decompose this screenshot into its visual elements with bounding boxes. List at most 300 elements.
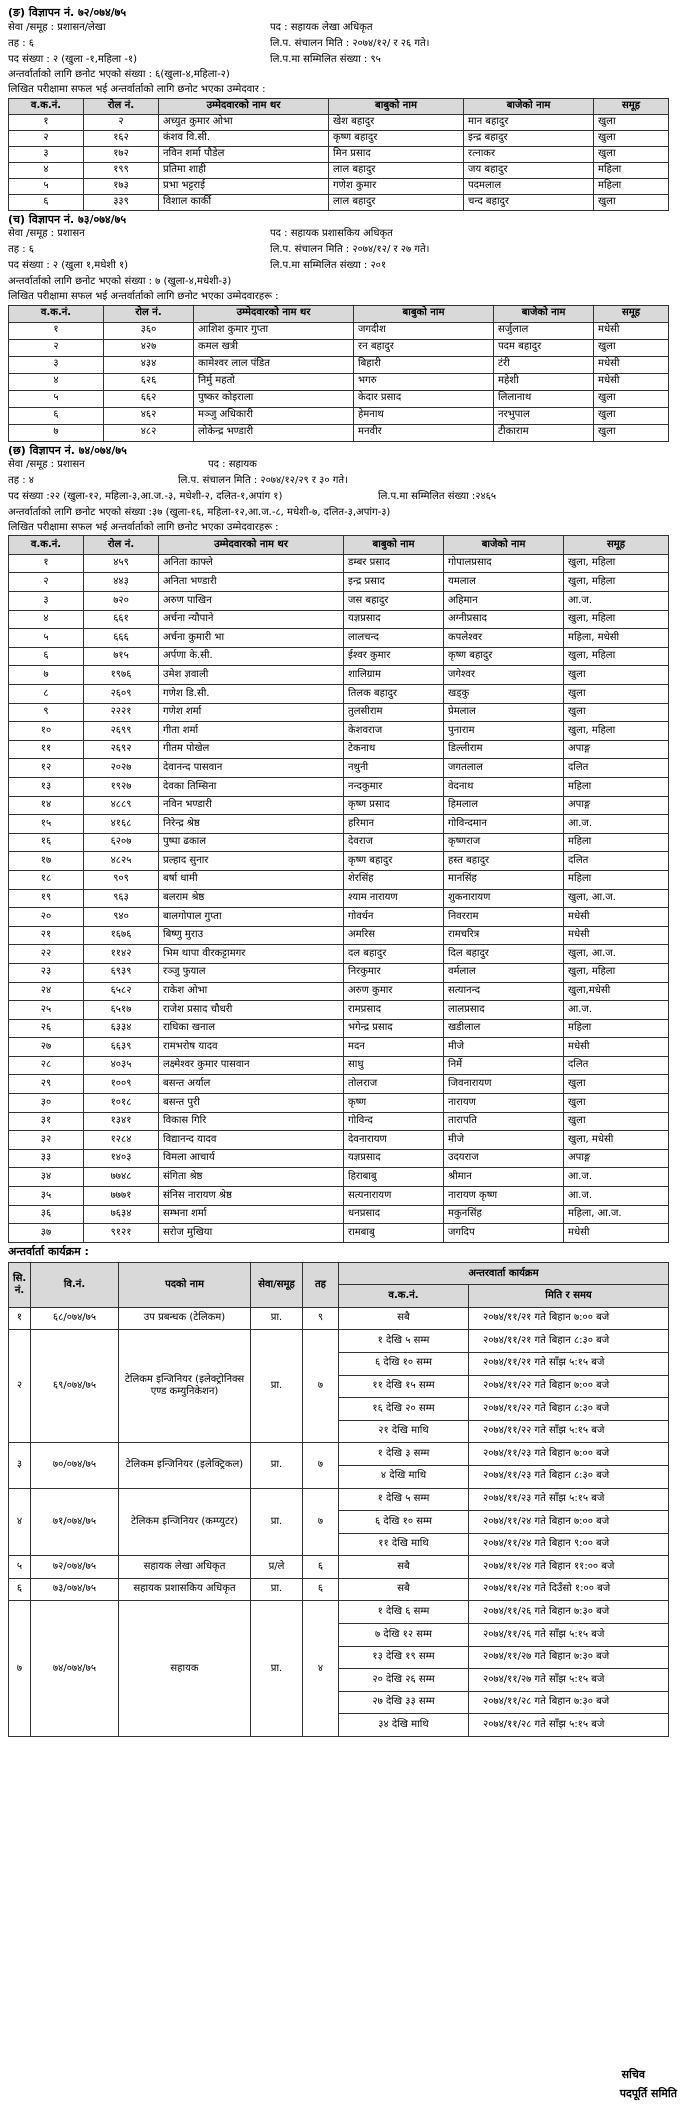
table-row xyxy=(9,1149,669,1168)
ad2-header: (च) विज्ञापन नं. ७३/०७४/७५ xyxy=(8,212,127,226)
schedule-col-roll: व.क.नं. xyxy=(339,1285,469,1308)
schedule-sn: ५ xyxy=(9,1556,31,1579)
ad2-exam-date: लि.प. संचालन मिति : २०७४/१२/ र २७ गते। xyxy=(270,244,430,256)
cell-roll: १९९ xyxy=(84,162,159,178)
cell-group: महिला xyxy=(594,178,669,194)
cell-roll: १०१८ xyxy=(84,1094,159,1113)
cell-father: तोलराज xyxy=(344,1075,444,1094)
cell-serial: ३२ xyxy=(9,1131,84,1150)
cell-group: खुला xyxy=(564,1075,669,1094)
cell-serial: ३३ xyxy=(9,1149,84,1168)
schedule-datetime: २०७४/११/२४ गते बिहान ११:०० बजे xyxy=(469,1556,669,1579)
schedule-datetime: २०७४/११/२२ गते साँझ ५:१५ बजे xyxy=(469,1420,669,1443)
cell-group: महिला xyxy=(594,162,669,178)
schedule-row xyxy=(9,1443,669,1466)
cell-serial: १३ xyxy=(9,777,84,796)
cell-name: अर्पणा के.सी. xyxy=(159,647,344,666)
table-row xyxy=(9,629,669,648)
cell-name: बसन्त पुरी xyxy=(159,1094,344,1113)
cell-name: लक्ष्मेश्वर कुमार पासवान xyxy=(159,1056,344,1075)
cell-serial: २५ xyxy=(9,1001,84,1020)
schedule-roll-range: सबै xyxy=(339,1307,469,1330)
cell-serial: ३० xyxy=(9,1094,84,1113)
ad2-col-name-header: उम्मेदवारको नाम थर xyxy=(194,305,354,322)
cell-grandfather: चन्द बहादुर xyxy=(464,194,594,210)
cell-grandfather: रत्नाकर xyxy=(464,146,594,162)
cell-grandfather: मान बहादुर xyxy=(464,114,594,130)
schedule-col-level: तह xyxy=(303,1262,339,1307)
cell-serial: १ xyxy=(9,322,104,339)
ad1-section xyxy=(8,6,683,211)
schedule-roll-range: ११ देखि माथि xyxy=(339,1533,469,1556)
schedule-roll-range: १६ देखि २० सम्म xyxy=(339,1398,469,1421)
ad3-col-father-header: बाबुको नाम xyxy=(344,536,444,555)
ad1-post: पद : सहायक लेखा अधिकृत xyxy=(270,21,373,33)
cell-serial: ६ xyxy=(9,647,84,666)
cell-name: अच्युत कुमार ओभा xyxy=(159,114,329,130)
cell-grandfather: उदयराज xyxy=(444,1149,564,1168)
cell-grandfather: कृष्ण बहादुर xyxy=(444,647,564,666)
cell-roll: ६६६ xyxy=(84,629,159,648)
cell-group: खुला xyxy=(594,390,669,407)
schedule-datetime: २०७४/११/२४ गते बिहान ९:०० बजे xyxy=(469,1533,669,1556)
table-row xyxy=(9,1224,669,1243)
ad3-exam-date: लि.प. संचालन मिति : २०७४/१२/२९ र ३० गते। xyxy=(178,475,348,486)
cell-name: नविन भण्डारी xyxy=(159,796,344,815)
cell-roll: ६९३९ xyxy=(84,963,159,982)
cell-roll: ४८८९ xyxy=(84,796,159,815)
ad2-col-father-header: बाबुको नाम xyxy=(354,305,494,322)
table-row xyxy=(9,963,669,982)
cell-grandfather: जय बहादुर xyxy=(464,162,594,178)
cell-father: जस बहादुर xyxy=(344,592,444,611)
cell-grandfather: वर्मलाल xyxy=(444,963,564,982)
table-row xyxy=(9,1019,669,1038)
cell-serial: २ xyxy=(9,130,84,146)
cell-father: गणेश कुमार xyxy=(329,178,464,194)
table-row xyxy=(9,424,669,441)
cell-serial: २६ xyxy=(9,1019,84,1038)
schedule-level: ४ xyxy=(303,1601,339,1737)
schedule-datetime: २०७४/११/२२ गते बिहान ७:०० बजे xyxy=(469,1375,669,1398)
table-header-row xyxy=(9,98,669,114)
ad3-col-name-header: उम्मेदवारको नाम थर xyxy=(159,536,344,555)
cell-group: दलित xyxy=(564,852,669,871)
table-row xyxy=(9,982,669,1001)
cell-serial: ३ xyxy=(9,356,104,373)
schedule-level: ७ xyxy=(303,1330,339,1443)
ad2-section xyxy=(8,213,683,442)
cell-serial: २ xyxy=(9,339,104,356)
cell-father: रामप्रसाद xyxy=(344,1001,444,1020)
cell-father: लाल बहादुर xyxy=(329,194,464,210)
cell-roll: ६३३४ xyxy=(84,1019,159,1038)
cell-roll: ९४० xyxy=(84,908,159,927)
cell-roll: १६२ xyxy=(84,130,159,146)
table-row xyxy=(9,1094,669,1113)
cell-group: महिला xyxy=(564,870,669,889)
schedule-col-post: पदको नाम xyxy=(119,1262,251,1307)
schedule-roll-range: ६ देखि १० सम्म xyxy=(339,1352,469,1375)
cell-serial: १६ xyxy=(9,833,84,852)
cell-name: बालगोपाल गुप्ता xyxy=(159,908,344,927)
cell-group: खुला xyxy=(594,407,669,424)
cell-roll: ३६० xyxy=(104,322,194,339)
cell-serial: १० xyxy=(9,722,84,741)
schedule-service: प्रा. xyxy=(251,1307,303,1330)
table-row xyxy=(9,908,669,927)
cell-group: खुला xyxy=(564,685,669,704)
cell-father: धनप्रसाद xyxy=(344,1205,444,1224)
cell-roll: २ xyxy=(84,114,159,130)
ad2-col-grandfather-header: बाजेको नाम xyxy=(494,305,594,322)
cell-father: केदार प्रसाद xyxy=(354,390,494,407)
cell-roll: ७७४८ xyxy=(84,1168,159,1187)
cell-name: राकेश ओभा xyxy=(159,982,344,1001)
cell-grandfather: जगतलाल xyxy=(444,759,564,778)
schedule-post: टेलिकम इन्जिनियर (इलेक्ट्रिकल) xyxy=(119,1443,251,1488)
cell-serial: १ xyxy=(9,114,84,130)
table-row xyxy=(9,796,669,815)
cell-father: कृष्ण प्रसाद xyxy=(344,796,444,815)
cell-father: दल बहादुर xyxy=(344,945,444,964)
cell-name: सरोज मुखिया xyxy=(159,1224,344,1243)
cell-name: उमेश ज्ञवाली xyxy=(159,666,344,685)
cell-name: राधिका खनाल xyxy=(159,1019,344,1038)
cell-serial: ११ xyxy=(9,740,84,759)
schedule-datetime: २०७४/११/२३ गते साँझ ५:१५ बजे xyxy=(469,1488,669,1511)
cell-group: खुला, महिला xyxy=(564,554,669,573)
schedule-service: प्रा. xyxy=(251,1488,303,1556)
cell-grandfather: डिल्लीराम xyxy=(444,740,564,759)
schedule-datetime: २०७४/११/२१ गते बिहान ८:३० बजे xyxy=(469,1330,669,1353)
schedule-sn: २ xyxy=(9,1330,31,1443)
table-row xyxy=(9,852,669,871)
cell-father: हरिमान xyxy=(344,815,444,834)
cell-serial: ५ xyxy=(9,390,104,407)
cell-grandfather: पुनाराम xyxy=(444,722,564,741)
cell-name: रामभरोष यादव xyxy=(159,1038,344,1057)
ad1-col-serial-header: व.क.नं. xyxy=(9,98,84,114)
cell-grandfather: अग्नीप्रसाद xyxy=(444,610,564,629)
cell-name: रञ्जु फुयाल xyxy=(159,963,344,982)
cell-grandfather: इन्द्र बहादुर xyxy=(464,130,594,146)
schedule-level: ६ xyxy=(303,1556,339,1579)
cell-name: राजेश प्रसाद चौधरी xyxy=(159,1001,344,1020)
cell-roll: २२२१ xyxy=(84,703,159,722)
cell-grandfather: खड्कु xyxy=(444,685,564,704)
schedule-row xyxy=(9,1601,669,1624)
ad3-col-serial-header: व.क.नं. xyxy=(9,536,84,555)
cell-name: विकास गिरि xyxy=(159,1112,344,1131)
cell-serial: ५ xyxy=(9,178,84,194)
cell-name: भिम थापा वीरकट्टामगर xyxy=(159,945,344,964)
cell-grandfather: जगेश्वर xyxy=(444,666,564,685)
cell-roll: २६९२ xyxy=(84,740,159,759)
table-row xyxy=(9,815,669,834)
schedule-sn: ३ xyxy=(9,1443,31,1488)
schedule-col-datetime: मिति र समय xyxy=(469,1285,669,1308)
cell-group: आ.ज. xyxy=(564,815,669,834)
cell-name: विमला आचार्य xyxy=(159,1149,344,1168)
cell-serial: ३६ xyxy=(9,1205,84,1224)
schedule-roll-range: १३ देखि १९ सम्म xyxy=(339,1646,469,1669)
ad3-exam-count: लि.प.मा सम्मिलित संख्या :२४६५ xyxy=(378,491,497,502)
cell-roll: १६७६ xyxy=(84,926,159,945)
cell-grandfather: निवरराम xyxy=(444,908,564,927)
cell-serial: १२ xyxy=(9,759,84,778)
cell-roll: १७२ xyxy=(84,146,159,162)
schedule-roll-range: सबै xyxy=(339,1556,469,1579)
cell-group: अपाङ्ग xyxy=(564,740,669,759)
ad1-col-grandfather-header: बाजेको नाम xyxy=(464,98,594,114)
cell-group: खुला, महिला xyxy=(564,963,669,982)
cell-roll: २६०९ xyxy=(84,685,159,704)
cell-grandfather: जगदिप xyxy=(444,1224,564,1243)
cell-group: खुला xyxy=(594,194,669,210)
cell-roll: ६६२ xyxy=(104,390,194,407)
schedule-title: अन्तर्वार्ता कार्यक्रम : xyxy=(8,1244,89,1258)
cell-grandfather: मकुनसिंह xyxy=(444,1205,564,1224)
table-row xyxy=(9,554,669,573)
schedule-datetime: २०७४/११/२१ गते साँझ ५:१५ बजे xyxy=(469,1352,669,1375)
ad1-col-group-header: समूह xyxy=(594,98,669,114)
schedule-roll-range: १ देखि ५ सम्म xyxy=(339,1488,469,1511)
table-row xyxy=(9,1056,669,1075)
cell-name: प्रल्हाद सुनार xyxy=(159,852,344,871)
table-row xyxy=(9,356,669,373)
cell-father: अरुण कुमार xyxy=(344,982,444,1001)
cell-name: अर्चना कुमारी भा xyxy=(159,629,344,648)
cell-grandfather: नरभुपाल xyxy=(494,407,594,424)
table-row xyxy=(9,610,669,629)
ad2-post: पद : सहायक प्रशासकिय अधिकृत xyxy=(270,228,393,240)
cell-grandfather: शुकनारायण xyxy=(444,889,564,908)
cell-father: गोवर्धन xyxy=(344,908,444,927)
cell-father: कृष्ण बहादुर xyxy=(344,852,444,871)
cell-father: यज्ञप्रसाद xyxy=(344,1149,444,1168)
cell-father: तुलसीराम xyxy=(344,703,444,722)
schedule-ad-number: ७३/०७४/७५ xyxy=(31,1578,119,1601)
cell-father: अमरिस xyxy=(344,926,444,945)
schedule-post: उप प्रबन्धक (टेलिकम) xyxy=(119,1307,251,1330)
cell-grandfather: मानसिंह xyxy=(444,870,564,889)
cell-group: अपाङ्ग xyxy=(564,1149,669,1168)
ad3-vacancy: पद संख्या :२२ (खुला-१२, महिला-३,आ.ज.-३, मधेशी-२, दलित-१,अपांग १) xyxy=(8,491,283,502)
cell-grandfather: नारायण कृष्ण xyxy=(444,1187,564,1206)
cell-group: खुला, महिला xyxy=(564,610,669,629)
cell-roll: ६६१ xyxy=(84,610,159,629)
schedule-datetime: २०७४/११/२६ गते बिहान ७:३० बजे xyxy=(469,1601,669,1624)
ad1-table xyxy=(8,98,669,211)
cell-group: खुला xyxy=(564,1112,669,1131)
schedule-datetime: २०७४/११/२१ गते बिहान ७:०० बजे xyxy=(469,1307,669,1330)
table-row xyxy=(9,647,669,666)
cell-name: निर्मु महतो xyxy=(194,373,354,390)
cell-name: आशिश कुमार गुप्ता xyxy=(194,322,354,339)
cell-name: कामेश्वर लाल पंडित xyxy=(194,356,354,373)
cell-grandfather: श्रीमान xyxy=(444,1168,564,1187)
cell-group: दलित xyxy=(564,1056,669,1075)
ad1-col-roll-header: रोल नं. xyxy=(84,98,159,114)
cell-name: लोकेन्द्र भण्डारी xyxy=(194,424,354,441)
cell-name: विशाल कार्की xyxy=(159,194,329,210)
cell-group: खुला xyxy=(594,339,669,356)
cell-roll: १७३ xyxy=(84,178,159,194)
cell-father: साधु xyxy=(344,1056,444,1075)
table-row xyxy=(9,178,669,194)
cell-grandfather: अहिमान xyxy=(444,592,564,611)
cell-group: खुला xyxy=(594,114,669,130)
table-row xyxy=(9,889,669,908)
ad3-header: (छ) विज्ञापन नं. ७४/०७४/७५ xyxy=(8,443,127,457)
cell-roll: ४४३ xyxy=(84,573,159,592)
cell-father: नथुनी xyxy=(344,759,444,778)
cell-father: लालचन्द xyxy=(344,629,444,648)
cell-father: खेश बहादुर xyxy=(329,114,464,130)
cell-roll: १९७६ xyxy=(84,666,159,685)
cell-group: मधेसी xyxy=(594,373,669,390)
cell-grandfather: दिल बहादुर xyxy=(444,945,564,964)
cell-roll: ९६३ xyxy=(84,889,159,908)
cell-father: यज्ञप्रसाद xyxy=(344,610,444,629)
cell-group: मधेसी xyxy=(594,322,669,339)
cell-roll: २०२७ xyxy=(84,759,159,778)
cell-father: श्याम नारायण xyxy=(344,889,444,908)
cell-father: शेरसिंह xyxy=(344,870,444,889)
cell-name: बिष्णु मुराउ xyxy=(159,926,344,945)
cell-group: अपाङ्ग xyxy=(564,796,669,815)
schedule-roll-range: ६ देखि १० सम्म xyxy=(339,1511,469,1534)
cell-group: महिला xyxy=(564,833,669,852)
schedule-row xyxy=(9,1488,669,1511)
cell-grandfather: वेदनाथ xyxy=(444,777,564,796)
cell-group: खुला, आ.ज. xyxy=(564,889,669,908)
schedule-post: टेलिकम इन्जिनियर (कम्प्युटर) xyxy=(119,1488,251,1556)
cell-grandfather: हस्त बहादुर xyxy=(444,852,564,871)
cell-serial: २८ xyxy=(9,1056,84,1075)
cell-group: महिला, मधेसी xyxy=(564,629,669,648)
cell-group: आ.ज. xyxy=(564,1187,669,1206)
cell-name: अरुण पाखिन xyxy=(159,592,344,611)
cell-grandfather: कृष्णराज xyxy=(444,833,564,852)
schedule-ad-number: ७२/०७४/७५ xyxy=(31,1556,119,1579)
schedule-row xyxy=(9,1307,669,1330)
cell-grandfather: गोपालप्रसाद xyxy=(444,554,564,573)
schedule-service: प्रा. xyxy=(251,1330,303,1443)
cell-serial: २४ xyxy=(9,982,84,1001)
cell-group: खुला xyxy=(594,146,669,162)
schedule-roll-range: २७ देखि ३३ सम्म xyxy=(339,1691,469,1714)
cell-serial: ३४ xyxy=(9,1168,84,1187)
signature-title: सचिव xyxy=(621,2068,645,2081)
cell-grandfather: टीकाराम xyxy=(494,424,594,441)
table-row xyxy=(9,1131,669,1150)
cell-group: आ.ज. xyxy=(564,592,669,611)
schedule-datetime: २०७४/११/२३ गते बिहान ८:३० बजे xyxy=(469,1465,669,1488)
cell-roll: ४३४ xyxy=(104,356,194,373)
cell-serial: १९ xyxy=(9,889,84,908)
cell-roll: ६६३९ xyxy=(84,1038,159,1057)
schedule-datetime: २०७४/११/२८ गते साँझ ५:१५ बजे xyxy=(469,1714,669,1737)
cell-roll: १००९ xyxy=(84,1075,159,1094)
cell-father: इन्द्र प्रसाद xyxy=(344,573,444,592)
table-row xyxy=(9,339,669,356)
table-row xyxy=(9,1075,669,1094)
ad1-vacancy: पद संख्या : २ (खुला -१,महिला -१) xyxy=(8,53,138,65)
table-header-row xyxy=(9,305,669,322)
cell-father: मिन प्रसाद xyxy=(329,146,464,162)
ad1-exam-count: लि.प.मा सम्मिलित संख्या : ९५ xyxy=(270,53,381,65)
ad1-col-father-header: बाबुको नाम xyxy=(329,98,464,114)
cell-grandfather: महेशी xyxy=(494,373,594,390)
cell-serial: ४ xyxy=(9,162,84,178)
table-row xyxy=(9,945,669,964)
cell-serial: १८ xyxy=(9,870,84,889)
cell-grandfather: हिमलाल xyxy=(444,796,564,815)
ad1-col-name-header: उम्मेदवारको नाम थर xyxy=(159,98,329,114)
ad1-level: तह : ६ xyxy=(8,37,34,49)
cell-name: संगिता श्रेष्ठ xyxy=(159,1168,344,1187)
ad2-interview-count: अन्तर्वार्ताको लागि छनोट भएको संख्या : ७ (खुला-४,मधेशी-३) xyxy=(8,275,232,287)
schedule-sn: ६ xyxy=(9,1578,31,1601)
schedule-datetime: २०७४/११/२४ गते दिउँसो १:०० बजे xyxy=(469,1578,669,1601)
schedule-col-service: सेवा/समूह xyxy=(251,1262,303,1307)
schedule-service: प्रा. xyxy=(251,1443,303,1488)
schedule-col-sn: सि. नं. xyxy=(9,1262,31,1307)
ad3-col-grandfather-header: बाजेको नाम xyxy=(444,536,564,555)
cell-name: देवका तिम्सिना xyxy=(159,777,344,796)
table-row xyxy=(9,162,669,178)
cell-group: खुला xyxy=(564,1094,669,1113)
cell-serial: ४ xyxy=(9,610,84,629)
table-row xyxy=(9,759,669,778)
cell-serial: २० xyxy=(9,908,84,927)
ad3-interview-count: अन्तर्वार्ताको लागि छनोट भएको संख्या :३७ (खुला-१६, महिला-१२,आ.ज.-८, मधेशी-७, दलित-३,अपांग-३) xyxy=(8,506,391,518)
table-row xyxy=(9,777,669,796)
cell-name: बर्षा धामी xyxy=(159,870,344,889)
cell-father: लाल बहादुर xyxy=(329,162,464,178)
cell-grandfather: गोविन्दमान xyxy=(444,815,564,834)
cell-roll: २६९९ xyxy=(84,722,159,741)
cell-grandfather: खडीलाल xyxy=(444,1019,564,1038)
cell-grandfather: नारायण xyxy=(444,1094,564,1113)
cell-group: आ.ज. xyxy=(564,1001,669,1020)
cell-name: कमल खत्री xyxy=(194,339,354,356)
schedule-datetime: २०७४/११/२७ गते साँझ ५:१५ बजे xyxy=(469,1669,669,1692)
schedule-ad-number: ७०/०७४/७५ xyxy=(31,1443,119,1488)
table-row xyxy=(9,1112,669,1131)
cell-serial: १ xyxy=(9,554,84,573)
signature-committee: पदपूर्ति समिति xyxy=(619,2087,677,2100)
cell-serial: २१ xyxy=(9,926,84,945)
cell-father: बिहारी xyxy=(354,356,494,373)
cell-group: महिला, आ.ज. xyxy=(564,1205,669,1224)
cell-father: भगेन्द्र प्रसाद xyxy=(344,1019,444,1038)
cell-name: बसन्त अर्याल xyxy=(159,1075,344,1094)
schedule-row xyxy=(9,1330,669,1353)
schedule-service: प्र/ले xyxy=(251,1556,303,1579)
cell-serial: ७ xyxy=(9,666,84,685)
table-header-row xyxy=(9,536,669,555)
schedule-row xyxy=(9,1578,669,1601)
table-row xyxy=(9,146,669,162)
cell-serial: १५ xyxy=(9,815,84,834)
schedule-level: ७ xyxy=(303,1488,339,1556)
cell-serial: ४ xyxy=(9,373,104,390)
cell-grandfather: टंरी xyxy=(494,356,594,373)
cell-grandfather: लालप्रसाद xyxy=(444,1001,564,1020)
